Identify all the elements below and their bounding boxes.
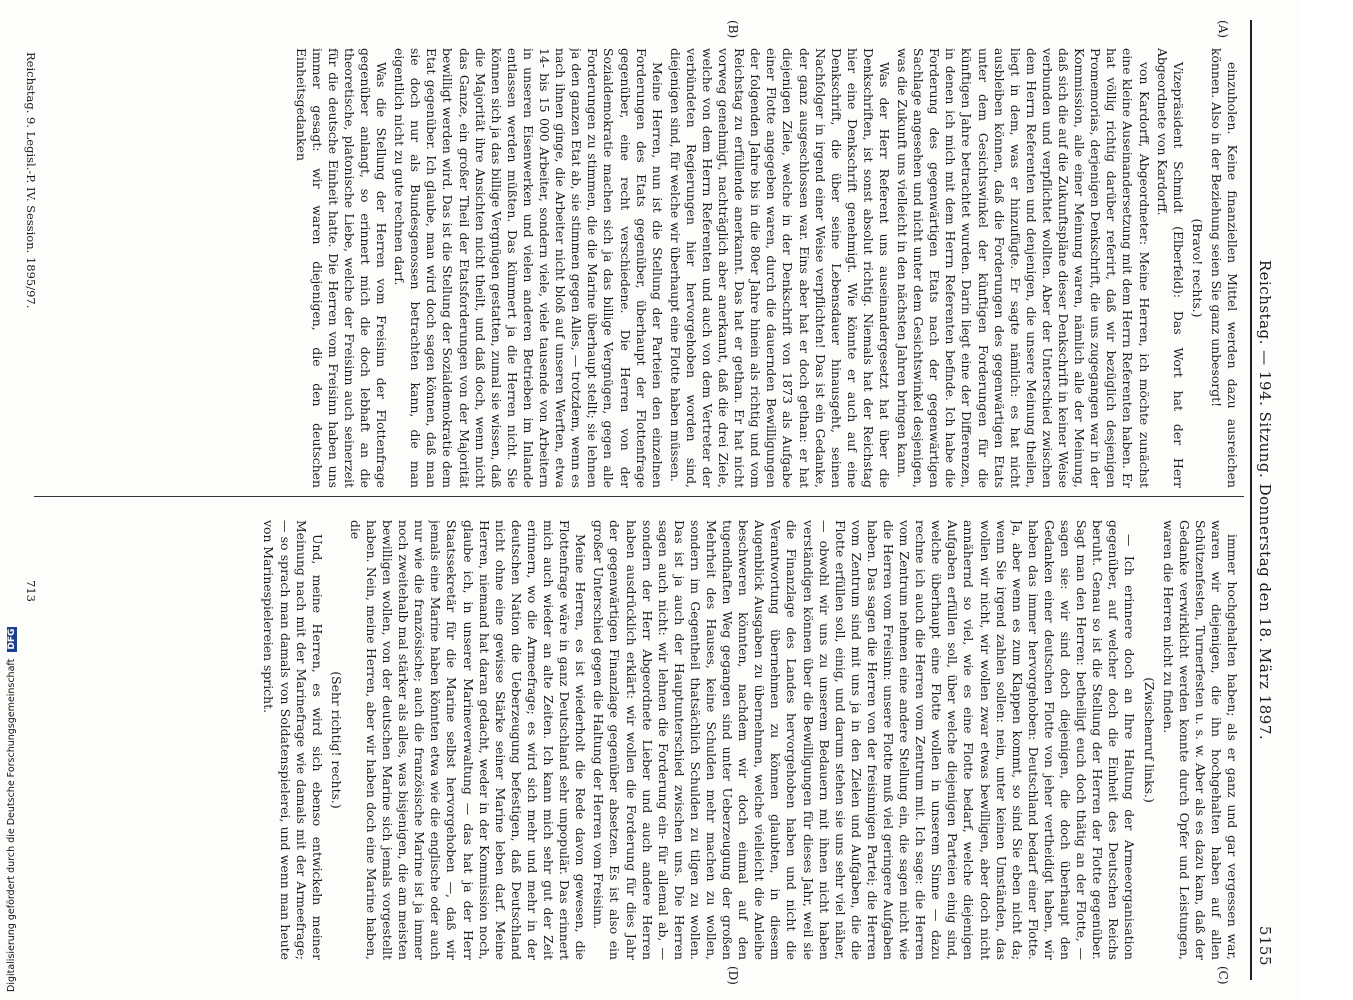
right-text-column — [50, 520, 1240, 960]
margin-mark-a: (A) — [1216, 20, 1230, 39]
paragraph: immer hochgehalten haben; als er ganz und gar vergessen war, waren wir diejenigen, die ihn hochgehalten haben auf allen Schützenfesten, Turnerfesten u. s. w. Aber als es dazu kam, daß der Gedanke verwirklicht werden konnte durch Opfer und Leistungen, waren die Herren nicht zu finden. — [1160, 520, 1240, 960]
page-bottom-number: 713 — [24, 580, 38, 602]
footer-session-line: Reichstag. 9. Legisl.-P. IV. Session. 1895/97. — [24, 52, 38, 309]
paragraph: Und, meine Herren, es wird sich ebenso entwickeln meiner Meinung nach mit der Marinefrage wie damals mit der Armeefrage; — so sprach man damals von Soldatenspielerei, und wenn man heute von Marinespielereien spricht. — [261, 520, 325, 960]
column-divider — [34, 496, 1244, 497]
credit-text: Digitalisierung gefördert durch die Deutsche Forschungsgemeinschaft — [6, 658, 17, 992]
running-header — [1248, 20, 1282, 980]
paragraph: — Ich erinnere doch an Ihre Haltung der Armeeorganisation gegenüber, auf welcher doch die Einheit des Deutschen Reichs beruht. Genau so ist die Stellung der Herren der Flotte gegenüber. Sagt man den Herren: betheiligt euch doch thätig an der Flotte, — sagen sie: wir sind doch diejenigen, die doch überhaupt den Gedanken einer deutschen Flotte von jeher vertheidigt haben, wir haben das immer hervorgehoben: Deutschland bedarf einer Flotte. Ja, aber wenn es zum Klappen kommt, so sind Sie eben nicht da; wenn Sie irgend zahlen sollen: nein, unter keinen Umständen, das wollen wir nicht, wir wollen zwar etwas bewilligen, aber doch nicht annähernd so viel, wie es eine Flotte bedarf, welche diejenigen Aufgaben erfüllen soll, über welche diejenigen Parteien einig sind, welche überhaupt eine Flotte wollen in unserem Sinne — dazu rechne ich auch die Herren vom Zentrum mit. Ich sage: die Herren vom Zentrum nehmen eine andere Stellung ein, die sagen nicht wie die Herren vom Freisinn: unsere Flotte muß viel geringere Aufgaben haben. Das sagen die Herren von der freisinnigen Partei; die Herren vom Zentrum sind mit uns ja in den Zielen und Aufgaben, die die Flotte erfüllen soll, einig, und darum stehen sie uns sehr viel näher, — obwohl wir uns zu unserem Bedauern mit ihnen nicht haben verständigen können über die Bewilligungen für dieses Jahr, weil sie die Finanzlage des Landes hervorgehoben haben und nicht die Verantwortung übernehmen zu können glaubten, in diesem Augenblick Ausgaben zu übernehmen, welche vielleicht die Anleihe beschweren könnten, nachdem wir doch einmal auf den tugendhaften Weg gegangen sind unter Ueberzeugung der großen Mehrheit des Hauses, keine Schulden mehr machen zu wollen, sondern im Gegentheil thatsächlich Schulden zu tilgen zu wollen. Das ist ja auch der Hauptunterschied zwischen uns. Die Herren sagen auch nicht: wir lehnen die Forderung ein- für allemal ab, — sondern der Herr Abgeordnete Lieber und auch andere Herren haben ausdrücklich erklärt: wir wollen die Forderung für dies Jahr der gegenwärtigen Finanzlage gegenüber absetzen. Es ist also ein großer Unterschied gegen die Haltung der Herren vom Freisinn. — [591, 520, 1138, 960]
interjection: (Bravo! rechts.) — [1189, 218, 1205, 318]
margin-mark-d: (D) — [726, 966, 740, 985]
digitization-credit — [6, 627, 17, 992]
interjection: (Sehr richtig! rechts.) — [328, 671, 344, 809]
interjection: (Zwischenruf links.) — [1141, 677, 1157, 803]
paragraph: einzuholen. Keine finanziellen Mittel werden dazu ausreichen können. Also in der Beziehung seien Sie ganz unbesorgt! — [1208, 48, 1240, 488]
margin-mark-b: (B) — [726, 20, 740, 39]
dfg-logo: DFG — [7, 628, 17, 650]
paragraph: von Kardorff, Abgeordneter: Meine Herren, ich möchte zunächst eine kleine Auseinandersetzung mit dem Herrn Referenten haben. Er hat völlig richtig darüber referirt, daß wir bezüglich desjenigen Promemorias, derjenigen Denkschrift, die uns zugegangen war in der Kommission, alle einer Meinung waren, nämlich alle der Meinung, daß sich die auf die Zukunftspläne dieser Denkschrift in keiner Weise verbunden und verpflichtet wollten. Aber der Unterschied zwischen dem Herrn Referenten und denjenigen, die unsere Meinung theilen, liegt in dem, was er hinzufügte. Er sagte nämlich: es hat nicht ausbleiben können, daß die Forderungen des gegenwärtigen Etats unter dem Gesichtswinkel der künftigen Forderungen für die künftigen Jahre betrachtet wurden. Darin liegt eine der Differenzen, in denen ich mich mit dem Herrn Referenten befinde. Ich habe die Forderung des gegenwärtigen Etats nach der gegenwärtigen Sachlage angesehen und nicht unter dem Gesichtswinkel desjenigen, was die Zukunft uns vielleicht in den nächsten Jahren bringen kann. — [895, 48, 1152, 488]
paragraph: Meine Herren, es ist wiederholt die Rede davon gewesen, die Flottenfrage wäre in ganz Deutschland sehr unpopulär. Das erinnert mich auch wieder an alte Zeiten. Ich kann mich sehr gut der Zeit erinnern, wo die Armeefrage; es wird sich mehr und mehr in der deutschen Nation die Ueberzeugung befestigen, daß Deutschland nicht ohne eine gewisse Stärke seiner Marine leben darf. Meine Herren, niemand hat daran gedacht, weder in der Kommission noch, glaube ich, in unserer Marineverwaltung — das hat ja der Herr Staatssekretär für die Marine selbst hervorgehoben —, daß wir jemals eine Marine haben könnten etwa wie die englische oder auch nur wie die französische; auch die französische Marine ist ja immer noch zweitehalb mal stärker als alles, was bisjenigen, die am meisten bewilligen wollen, von der deutschen Marine sich jemals vorgestellt haben. Nein, meine Herren, aber wir haben doch eine Marine haben, die — [347, 520, 589, 960]
header-title: Reichstag. — 194. Sitzung. Donnerstag den 18. März 1897. — [1256, 259, 1274, 741]
left-text-column — [50, 48, 1240, 488]
paragraph: Vizepräsident Schmidt (Elberfeld): Das Wort hat der Herr Abgeordnete von Kardorff. — [1154, 48, 1186, 488]
margin-mark-c: (C) — [1216, 966, 1230, 985]
header-page-number: 5155 — [1256, 925, 1274, 966]
paragraph: Meine Herren, nun ist die Stellung der Parteien den einzelnen Forderungen des Etats gegenüber, überhaupt der Flottenfrage gegenüber, eine recht verschiedene. Die Herren von der Sozialdemokratie machen sich ja das billige Vergnügen, gegen alle Forderungen zu stimmen, die die Marine überhaupt stellt; sie lehnen ja den ganzen Etat ab, sie stimmen gegen Alles, — trotzdem, wenn es nach ihnen ginge, die Arbeiter nicht bloß auf unseren Werften, etwa 14- bis 15 000 Arbeiter, sondern viele, viele tausende von Arbeitern in unseren Eisenwerken und vielen anderen Betrieben im Inlande entlassen werden müßten. Das kümmert ja die Herren nicht. Sie können sich ja das billige Vergnügen gestatten, zumal sie wissen, daß die Majorität ihre Ansichten nicht theilt, und daß doch, wenn nicht das Ganze, ein großer Theil der Etatsforderungen von der Majorität bewilligt werden wird. Das ist die Stellung der Sozialdemokratie dem Etat gegenüber. Ich glaube, man wird doch sagen können, daß man sie doch nur als Bundesgenossen betrachten kann, die man eigentlich nicht zu gute rechnen darf. — [392, 48, 665, 488]
paragraph: Was die Stellung der Herren vom Freisinn der Flottenfrage gegenüber anlangt, so erinnert mich die doch lebhaft an die theoretische, platonische Liebe, welche der Freisinn auch seinerzeit für die deutsche Einheit hatte. Die Herren vom Freisinn haben uns immer gesagt: wir waren diejenigen, die den deutschen Einheitsgedanken — [293, 48, 390, 488]
header-rule — [1250, 20, 1252, 980]
paragraph: Was der Herr Referent uns auseinandergesetzt hat über die Denkschriften, ist sonst absolut richtig. Niemals hat der Reichstag hier eine Denkschrift genehmigt. Wie könnte er auch auf eine Denkschrift, die über seine Lebensdauer hinausgeht, seinen Nachfolger in irgend einer Weise verpflichten! Das ist ein Gedanke, der ganz ausgeschlossen war. Eins aber hat er doch gethan: er hat diejenigen Ziele, welche in der Denkschrift von 1873 als Aufgabe einer Flotte angegeben waren, durch die dauernden Bewilligungen der folgenden Jahre bis in die 80er Jahre hinein als richtig und vom Reichstag zu erfüllende anerkannt. Das hat er gethan. Er hat nicht vorweg genehmigt, nachträglich aber anerkannt, daß die drei Ziele, welche von dem Herrn Referenten und auch von dem Vertreter der verbündeten Regierungen hier hervorgehoben worden sind, diejenigen sind, für welche wir überhaupt eine Flotte haben müssen. — [667, 48, 893, 488]
